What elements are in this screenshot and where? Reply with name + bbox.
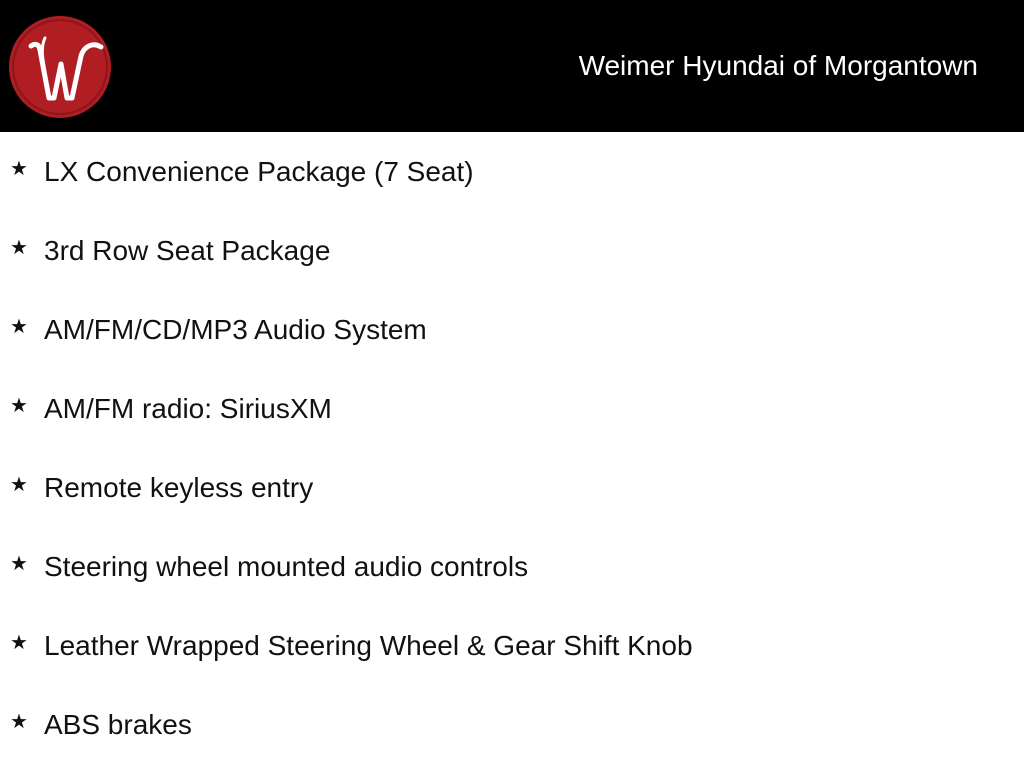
star-icon: ★ [10,630,28,654]
star-icon: ★ [10,156,28,180]
star-icon: ★ [10,472,28,496]
weimer-logo-icon [9,16,111,118]
dealer-name: Weimer Hyundai of Morgantown [578,50,978,81]
feature-list [0,132,1024,764]
feature-label: Remote keyless entry [44,472,314,503]
star-icon: ★ [10,551,28,575]
list-item [0,606,1024,685]
feature-label: Steering wheel mounted audio controls [44,551,529,582]
star-icon: ★ [10,393,28,417]
list-item [0,290,1024,369]
list-item [0,132,1024,211]
star-icon: ★ [10,709,28,733]
list-item [0,685,1024,764]
feature-label: Leather Wrapped Steering Wheel & Gear Shift Knob [44,630,693,661]
feature-label: LX Convenience Package (7 Seat) [44,156,474,187]
star-icon: ★ [10,314,28,338]
list-item [0,527,1024,606]
list-item [0,211,1024,290]
header-bar [0,0,1024,132]
star-icon: ★ [10,235,28,259]
feature-label: AM/FM/CD/MP3 Audio System [44,314,427,345]
feature-label: 3rd Row Seat Package [44,235,331,266]
feature-label: AM/FM radio: SiriusXM [44,393,332,424]
feature-label: ABS brakes [44,709,192,740]
list-item [0,369,1024,448]
list-item [0,448,1024,527]
